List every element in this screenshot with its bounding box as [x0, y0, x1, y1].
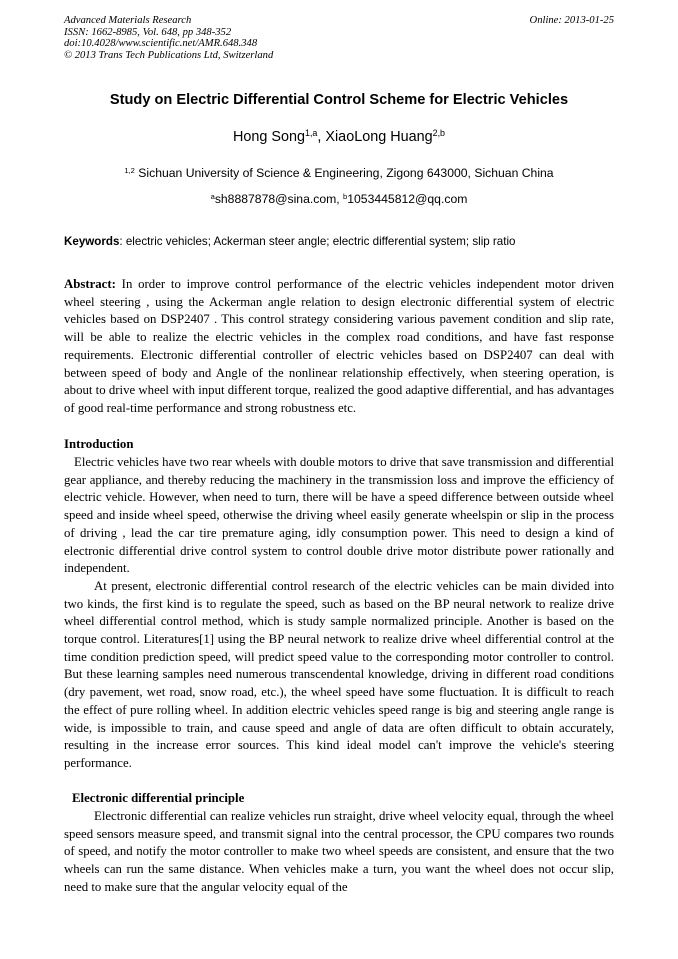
keywords [64, 235, 624, 249]
issn-line: ISSN: 1662-8985, Vol. 648, pp 348-352 [64, 26, 232, 38]
paragraph: Electric vehicles have two rear wheels with double motors to drive that save transmission and differential gear appliance, and thereby reducing the machinery in the transmission loss and improve the efficiency of electric vehicle. However, when need to turn, there will be have a speed difference between outside wheel speed and inside wheel speed, otherwise the driving wheel easily generate wheelspin or slip in the process of driving , lead the car tire premature aging, idly consumption power. This need to design a kind of electronic differential drive control system to control double drive motor distribute power rationally and independent. [64, 455, 614, 576]
section-heading-principle: Electronic differential principle [72, 791, 245, 805]
abstract [64, 276, 614, 418]
keywords-text: : electric vehicles; Ackerman steer angle; electric differential system; slip ratio [119, 235, 516, 248]
affiliation [40, 166, 638, 181]
email-link[interactable]: 1053445812@qq.com [347, 192, 468, 206]
paper-title: Study on Electric Differential Control Scheme for Electric Vehicles [109, 92, 569, 108]
author-affiliation-mark: 1,a [305, 128, 318, 139]
affiliation-text: Sichuan University of Science & Engineering, Zigong 643000, Sichuan China [134, 166, 554, 180]
abstract-label: Abstract: [64, 277, 116, 291]
abstract-text: In order to improve control performance of the electric vehicles independent motor driven wheel steering , using the Ackerman angle relation to design electronic differential system of electric vehicles based on DSP2407 . This control strategy considering various pavement condition and slip rate, will be able to realize the electric vehicles in the complex road conditions, and have fast response requirements. Electronic differential controller of electric vehicles based on DSP2407 can deal with between speed of body and Angle of the nonlinear relationship effectively, when steering operation, is about to drive wheel with input different torque, realized the good adaptive differential, and has advantages of good real-time performance and strong robustness etc. [64, 277, 614, 415]
section-heading-introduction: Introduction [64, 437, 134, 451]
journal-header [64, 15, 273, 61]
affiliation-mark: 1,2 [124, 165, 135, 175]
author-separator: , [317, 129, 326, 145]
journal-name: Advanced Materials Research [64, 15, 192, 26]
author-line [40, 128, 638, 146]
email-mark: b [343, 191, 348, 201]
author-affiliation-mark: 2,b [432, 128, 446, 139]
paragraph: At present, electronic differential control research of the electric vehicles can be main divided into two kinds, the first kind is to regulate the speed, such as based on the BP neural network to realize drive wheel differential control method, which is study sample normalized principle. Another is based on the torque control. Literatures[1] using the BP neural network to realize drive wheel differential control at the time condition prediction speed, will predict speed value to the corresponding motor controller to control. But these learning samples need numerous transcendental knowledge, driving in different road conditions (dry pavement, wet road, snow road, etc.), the wheel speed have some fluctuation. It is difficult to reach the effect of pure rolling wheel. In addition electric vehicles speed range is big and steering angle range is wide, is impossible to train, and cause speed and angle of data are often difficult to obtain accurately, resulting in the increase error sources. This kind ideal model can't improve the vehicle's steering performance. [64, 578, 614, 770]
author-emails [40, 192, 638, 207]
email-mark: a [210, 191, 215, 201]
doi-line[interactable]: doi:10.4028/www.scientific.net/AMR.648.348 [64, 38, 258, 50]
author-name: Hong Song [232, 129, 305, 145]
online-date: Online: 2013-01-25 [529, 15, 614, 26]
copyright-line: © 2013 Trans Tech Publications Ltd, Switzerland [64, 49, 274, 61]
paragraph: Electronic differential can realize vehicles run straight, drive wheel velocity equal, through the wheel speed sensors measure speed, and transmit signal into the central processor, the CPU compares two rounds of speed, and notify the motor controller to make two wheel speeds are consistent, and ensure that the two wheels can run the same distance. When vehicles make a turn, you want the wheel does not occur slip, need to make sure that the angular velocity equal of the [64, 809, 614, 894]
keywords-label: Keywords [64, 235, 120, 248]
email-link[interactable]: sh8887878@sina.com, [214, 192, 344, 206]
author-name: XiaoLong Huang [325, 129, 433, 145]
introduction-body [64, 454, 614, 773]
principle-body [64, 808, 614, 897]
